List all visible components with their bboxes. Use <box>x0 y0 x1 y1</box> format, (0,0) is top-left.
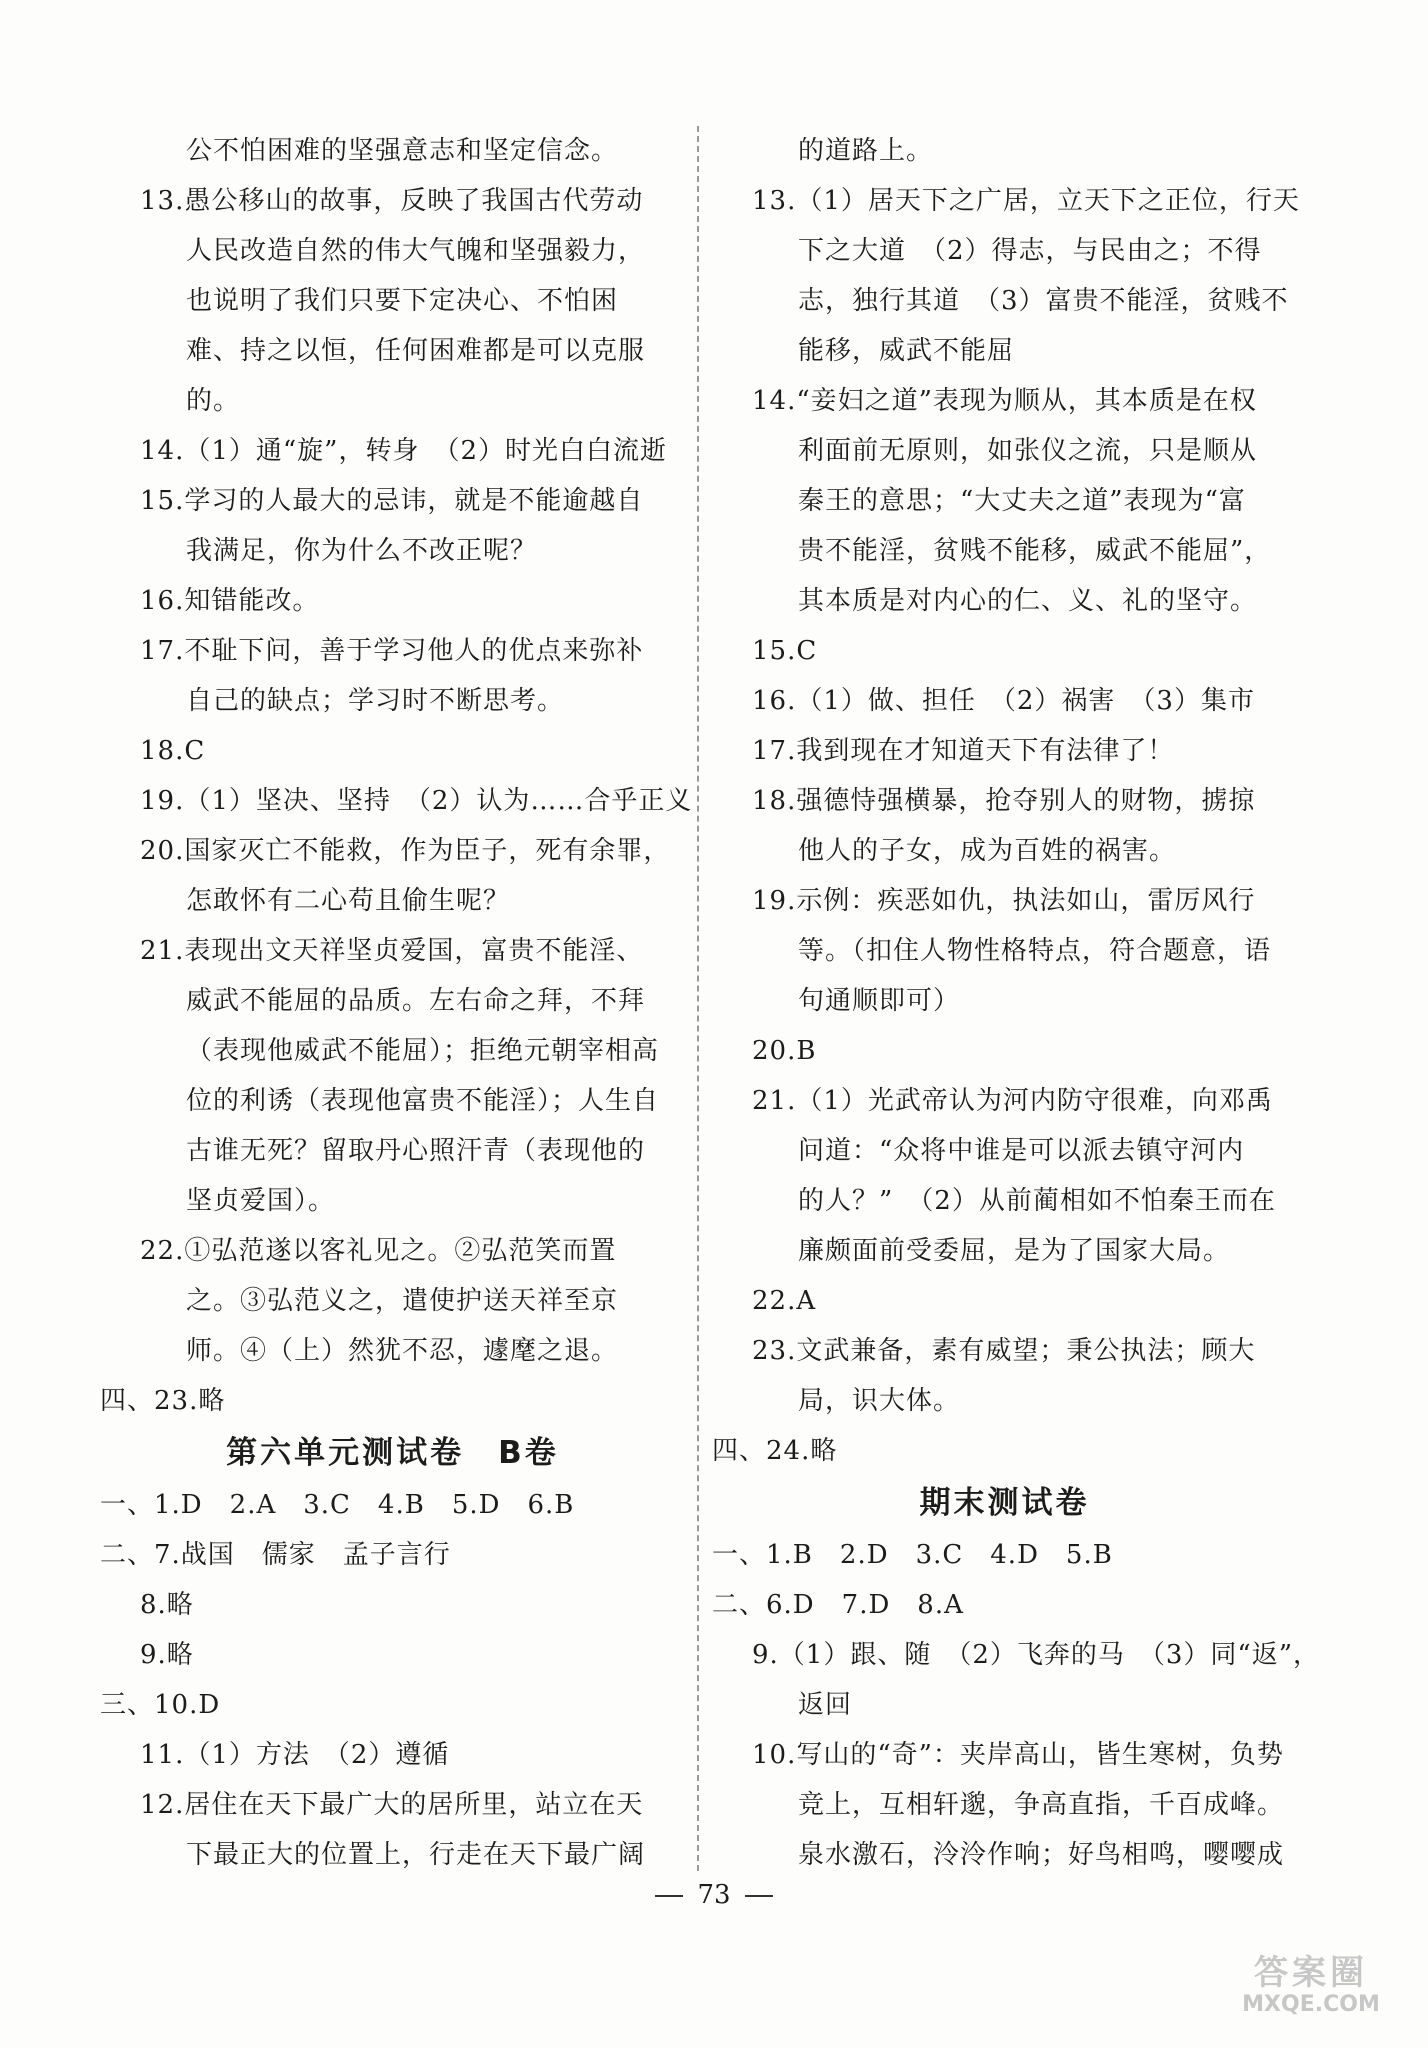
answer-line: 也说明了我们只要下定决心、不怕困 <box>186 286 619 316</box>
answer-line: 三、10.D <box>100 1690 221 1720</box>
answer-line: 威武不能屈的品质。左右命之拜，不拜 <box>186 986 646 1016</box>
answer-line: 21.表现出文天祥坚贞爱国，富贵不能淫、 <box>140 936 644 966</box>
answer-line: 位的利诱（表现他富贵不能淫）；人生自 <box>186 1086 660 1116</box>
answer-line: 问道：“众将中谁是可以派去镇守河内 <box>798 1136 1245 1166</box>
answer-line: 竞上，互相轩邈，争高直指，千百成峰。 <box>798 1790 1285 1820</box>
watermark-logo-text: 答案圈 <box>1254 1953 1368 1993</box>
answer-line: 10.写山的“奇”：夹岸高山，皆生寒树，负势 <box>752 1740 1284 1770</box>
answer-line: 一、1.D 2.A 3.C 4.B 5.D 6.B <box>100 1490 575 1520</box>
answer-line: 我满足，你为什么不改正呢？ <box>186 536 538 566</box>
answer-line: 22.A <box>752 1286 817 1316</box>
answer-line: 9.略 <box>140 1640 194 1670</box>
answer-line: 19.示例：疾恶如仇，执法如山，雷厉风行 <box>752 886 1256 916</box>
answer-line: 返回 <box>798 1690 853 1720</box>
answer-line: 的道路上。 <box>798 136 934 166</box>
answer-line: 局，识大体。 <box>798 1386 961 1416</box>
column-divider <box>697 126 699 1871</box>
page-number-dash-right <box>745 1895 773 1897</box>
page-number-dash-left <box>655 1895 683 1897</box>
answer-line: 廉颇面前受委屈，是为了国家大局。 <box>798 1236 1231 1266</box>
answer-line: 句通顺即可） <box>798 986 961 1016</box>
answer-line: 师。④（上）然犹不忍，遽麾之退。 <box>186 1336 619 1366</box>
answer-line: 古谁无死？留取丹心照汗青（表现他的 <box>186 1136 646 1166</box>
answer-line: 16.（1）做、担任 （2）祸害 （3）集市 <box>752 686 1255 716</box>
answer-line: 贵不能淫，贫贱不能移，威武不能屈”， <box>798 536 1272 566</box>
answer-line: 18.强德恃强横暴，抢夺别人的财物，掳掠 <box>752 786 1256 816</box>
answer-line: 11.（1）方法 （2）遵循 <box>140 1740 450 1770</box>
answer-line: 9.（1）跟、随 （2）飞奔的马 （3）同“返”， <box>752 1640 1321 1670</box>
answer-line: 下最正大的位置上，行走在天下最广阔 <box>186 1840 646 1870</box>
answer-line: 四、24.略 <box>712 1436 838 1466</box>
answer-line: 下之大道 （2）得志，与民由之；不得 <box>798 236 1262 266</box>
answer-line: 的。 <box>186 386 241 416</box>
watermark-logo <box>1216 1954 1406 2020</box>
answer-line: 四、23.略 <box>100 1386 226 1416</box>
answer-line: 泉水激石，泠泠作响；好鸟相鸣，嘤嘤成 <box>798 1840 1285 1870</box>
section-title: 第六单元测试卷 B卷 <box>226 1435 559 1471</box>
answer-line: 能移，威武不能屈 <box>798 336 1015 366</box>
answer-line: 16.知错能改。 <box>140 586 320 616</box>
answer-line: 人民改造自然的伟大气魄和坚强毅力， <box>186 236 646 266</box>
answer-line: 坚贞爱国）。 <box>186 1186 336 1216</box>
answer-line: 17.我到现在才知道天下有法律了！ <box>752 736 1175 766</box>
answer-line: 14.（1）通“旋”，转身 （2）时光白白流逝 <box>140 436 668 466</box>
answer-line: 8.略 <box>140 1590 194 1620</box>
answer-line: 利面前无原则，如张仪之流，只是顺从 <box>798 436 1258 466</box>
answer-line: 14.“妾妇之道”表现为顺从，其本质是在权 <box>752 386 1257 416</box>
answer-line: 18.C <box>140 736 206 766</box>
answer-line: 20.B <box>752 1036 817 1066</box>
section-title: 期末测试卷 <box>919 1485 1090 1521</box>
answer-line: 志，独行其道 （3）富贵不能淫，贫贱不 <box>798 286 1289 316</box>
watermark-site-text: MXQE.COM <box>1242 1992 1380 2017</box>
answer-line: 15.学习的人最大的忌讳，就是不能逾越自 <box>140 486 644 516</box>
page-number <box>0 1880 1428 1910</box>
answer-line: 二、6.D 7.D 8.A <box>712 1590 964 1620</box>
answer-line: 20.国家灭亡不能救，作为臣子，死有余罪， <box>140 836 671 866</box>
answer-line: 秦王的意思；“大丈夫之道”表现为“富 <box>798 486 1246 516</box>
answer-line: 12.居住在天下最广大的居所里，站立在天 <box>140 1790 644 1820</box>
answer-line: 21.（1）光武帝认为河内防守很难，向邓禹 <box>752 1086 1273 1116</box>
answer-line: 公不怕困难的坚强意志和坚定信念。 <box>186 136 619 166</box>
answer-line: 他人的子女，成为百姓的祸害。 <box>798 836 1177 866</box>
answer-line: 自己的缺点；学习时不断思考。 <box>186 686 565 716</box>
answer-line: （表现他威武不能屈）；拒绝元朝宰相高 <box>186 1036 660 1066</box>
answer-line: 之。③弘范义之，遣使护送天祥至京 <box>186 1286 619 1316</box>
page-number-value: 73 <box>697 1880 731 1910</box>
answer-line: 23.文武兼备，素有威望；秉公执法；顾大 <box>752 1336 1256 1366</box>
answer-line: 难、持之以恒，任何困难都是可以克服 <box>186 336 646 366</box>
answer-line: 13.愚公移山的故事，反映了我国古代劳动 <box>140 186 644 216</box>
left-answer-column <box>100 126 693 1880</box>
answer-line: 的人？” （2）从前蔺相如不怕秦王而在 <box>798 1186 1276 1216</box>
answer-line: 一、1.B 2.D 3.C 4.D 5.B <box>712 1540 1113 1570</box>
answer-line: 15.C <box>752 636 818 666</box>
answer-line: 其本质是对内心的仁、义、礼的坚守。 <box>798 586 1258 616</box>
answer-line: 等。（扣住人物性格特点，符合题意，语 <box>798 936 1272 966</box>
answer-line: 19.（1）坚决、坚持 （2）认为……合乎正义 <box>140 786 693 816</box>
answer-line: 13.（1）居天下之广居，立天下之正位，行天 <box>752 186 1300 216</box>
answer-line: 二、7.战国 儒家 孟子言行 <box>100 1540 451 1570</box>
answer-line: 22.①弘范遂以客礼见之。②弘范笑而置 <box>140 1236 617 1266</box>
answer-line: 17.不耻下问，善于学习他人的优点来弥补 <box>140 636 644 666</box>
answer-line: 怎敢怀有二心苟且偷生呢？ <box>186 886 511 916</box>
right-answer-column <box>712 126 1321 1880</box>
